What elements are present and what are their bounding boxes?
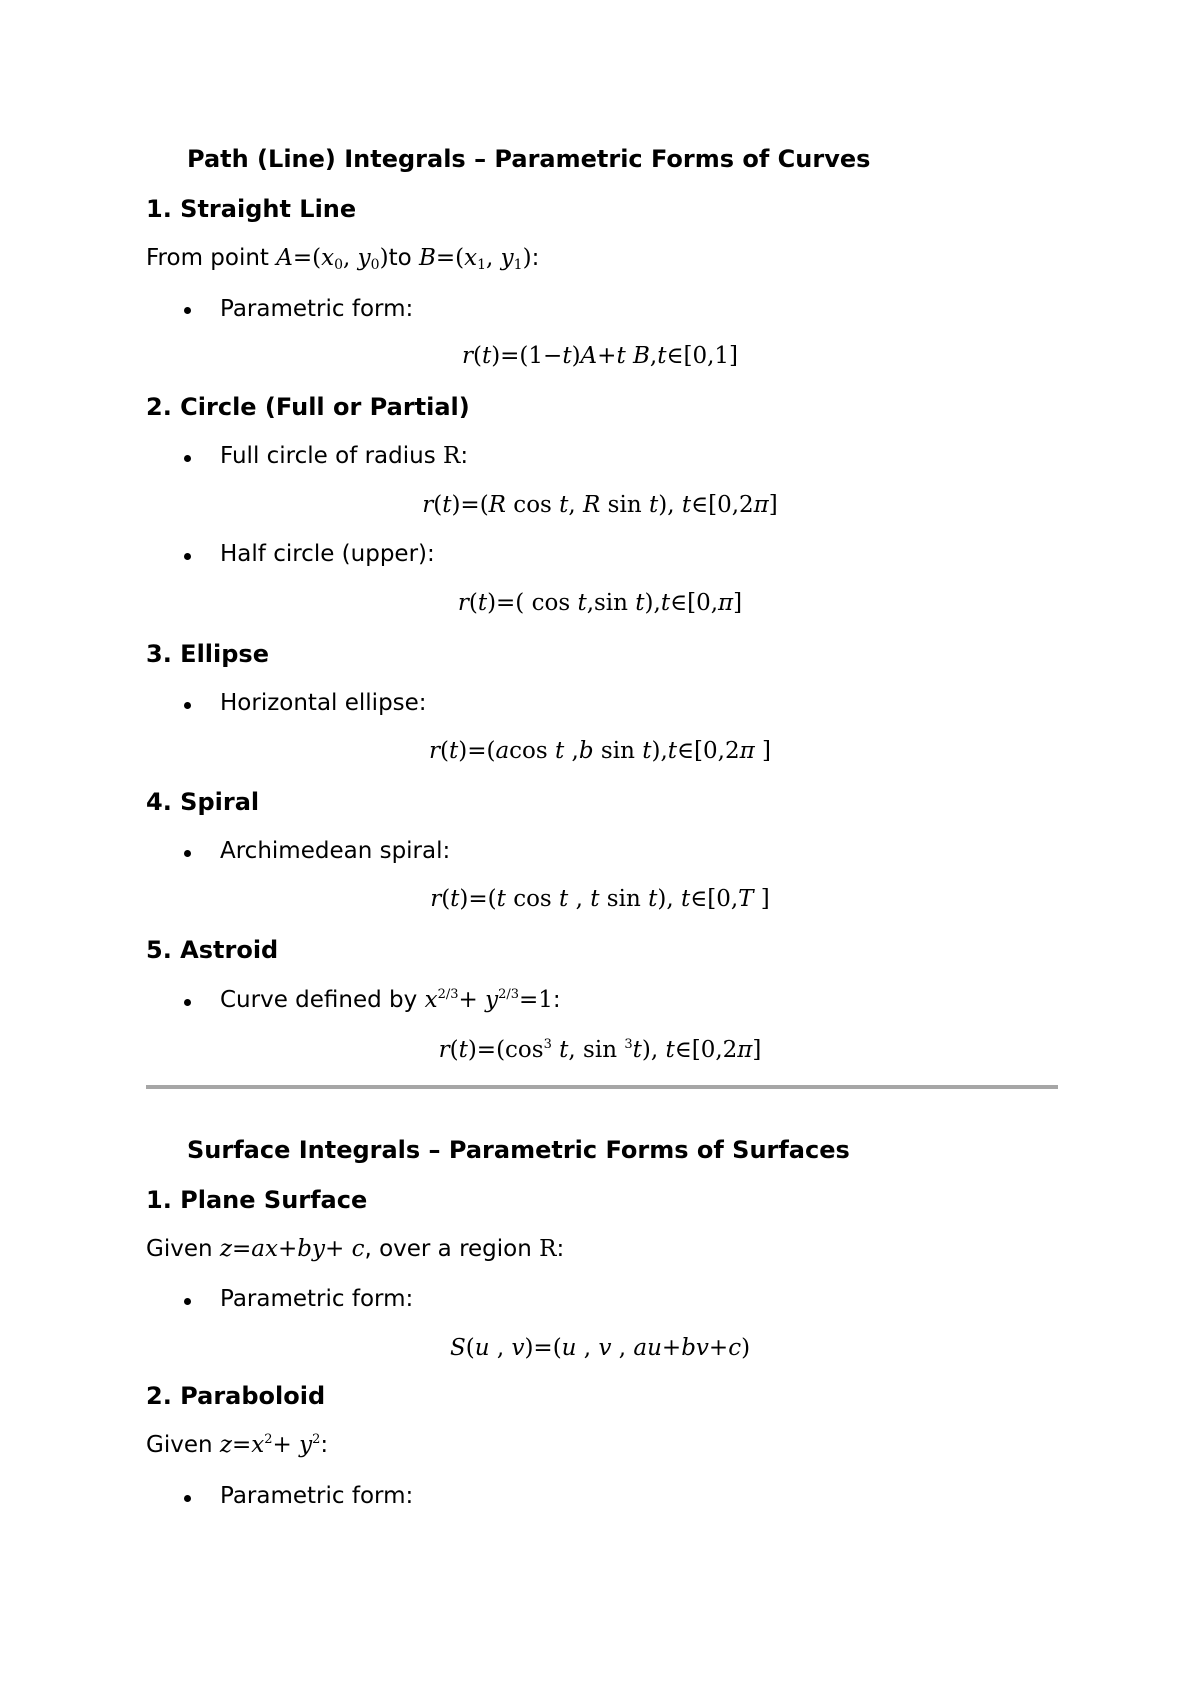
- intro-to: to: [388, 245, 419, 271]
- ellipse-equation: r(t)=(acos t ,b sin t),t∈[0,2π ]: [428, 738, 772, 764]
- circle-half-equation: r(t)=( cos t,sin t),t∈[0,π]: [457, 590, 743, 616]
- paraboloid-implicit-formula: $z=x^2+ y^2$: [219, 1432, 321, 1458]
- bullet-icon: [184, 850, 191, 857]
- astroid-bullet: [220, 987, 561, 1013]
- intro-suffix: :: [531, 245, 540, 271]
- plane-surface-heading: 1. Plane Surface: [146, 1186, 368, 1214]
- bullet-suffix: :: [460, 443, 469, 469]
- intro-prefix: Given: [146, 1236, 220, 1262]
- bullet-icon: [184, 553, 191, 560]
- straight-line-bullet: Parametric form:: [220, 296, 414, 322]
- bullet-icon: [184, 1298, 191, 1305]
- bullet-text: Full circle of radius: [220, 443, 444, 469]
- bullet-icon: [184, 702, 191, 709]
- bullet-suffix: :: [552, 987, 561, 1013]
- circle-heading: 2. Circle (Full or Partial): [146, 393, 470, 421]
- circle-full-equation: r(t)=(R cos t, R sin t), t∈[0,2π]: [422, 492, 778, 518]
- spiral-equation: r(t)=(t cos t , t sin t), t∈[0,T ]: [430, 886, 770, 912]
- circle-half-bullet: Half circle (upper):: [220, 541, 435, 567]
- astroid-equation: $r(t)=(\cos^3$ t, sin $^3$t), t∈[0,2π]: [438, 1037, 762, 1063]
- intro-suffix: :: [556, 1236, 565, 1262]
- astroid-implicit-formula: $x^{2/3}+ y^{2/3}=1$: [424, 987, 553, 1013]
- bullet-icon: [184, 455, 191, 462]
- section-divider: [146, 1085, 1058, 1089]
- bullet-icon: [184, 307, 191, 314]
- paraboloid-heading: 2. Paraboloid: [146, 1382, 326, 1410]
- straight-line-equation: r(t)=(1−t)A+t B,t∈[0,1]: [461, 343, 739, 369]
- astroid-heading: 5. Astroid: [146, 936, 279, 964]
- point-b-formula: $B=(x_1$, $y_1$): [418, 245, 532, 273]
- intro-prefix: Given: [146, 1432, 220, 1458]
- intro-prefix: From point: [146, 245, 277, 271]
- ellipse-heading: 3. Ellipse: [146, 640, 269, 668]
- bullet-icon: [184, 1495, 191, 1502]
- ellipse-bullet: Horizontal ellipse:: [220, 690, 427, 716]
- paraboloid-intro: [146, 1432, 328, 1458]
- intro-mid: , over a region: [364, 1236, 540, 1262]
- paraboloid-bullet: Parametric form:: [220, 1483, 414, 1509]
- region-symbol: R: [539, 1236, 557, 1262]
- circle-full-bullet: [220, 443, 468, 469]
- path-section-title: Path (Line) Integrals – Parametric Forms of Curves: [187, 145, 871, 173]
- straight-line-intro: [146, 245, 539, 271]
- plane-implicit-formula: z=ax+by+ c: [219, 1236, 365, 1262]
- bullet-text: Curve defined by: [220, 987, 425, 1013]
- surface-section-title: Surface Integrals – Parametric Forms of Surfaces: [187, 1136, 850, 1164]
- straight-line-heading: 1. Straight Line: [146, 195, 357, 223]
- spiral-heading: 4. Spiral: [146, 788, 260, 816]
- bullet-icon: [184, 999, 191, 1006]
- plane-surface-intro: [146, 1236, 564, 1262]
- point-a-formula: $A=(x_0$, $y_0$): [276, 245, 389, 273]
- intro-suffix: :: [320, 1432, 329, 1458]
- plane-surface-bullet: Parametric form:: [220, 1286, 414, 1312]
- plane-surface-equation: S(u , v)=(u , v , au+bv+c): [449, 1335, 751, 1361]
- spiral-bullet: Archimedean spiral:: [220, 838, 451, 864]
- radius-symbol: R: [443, 443, 461, 469]
